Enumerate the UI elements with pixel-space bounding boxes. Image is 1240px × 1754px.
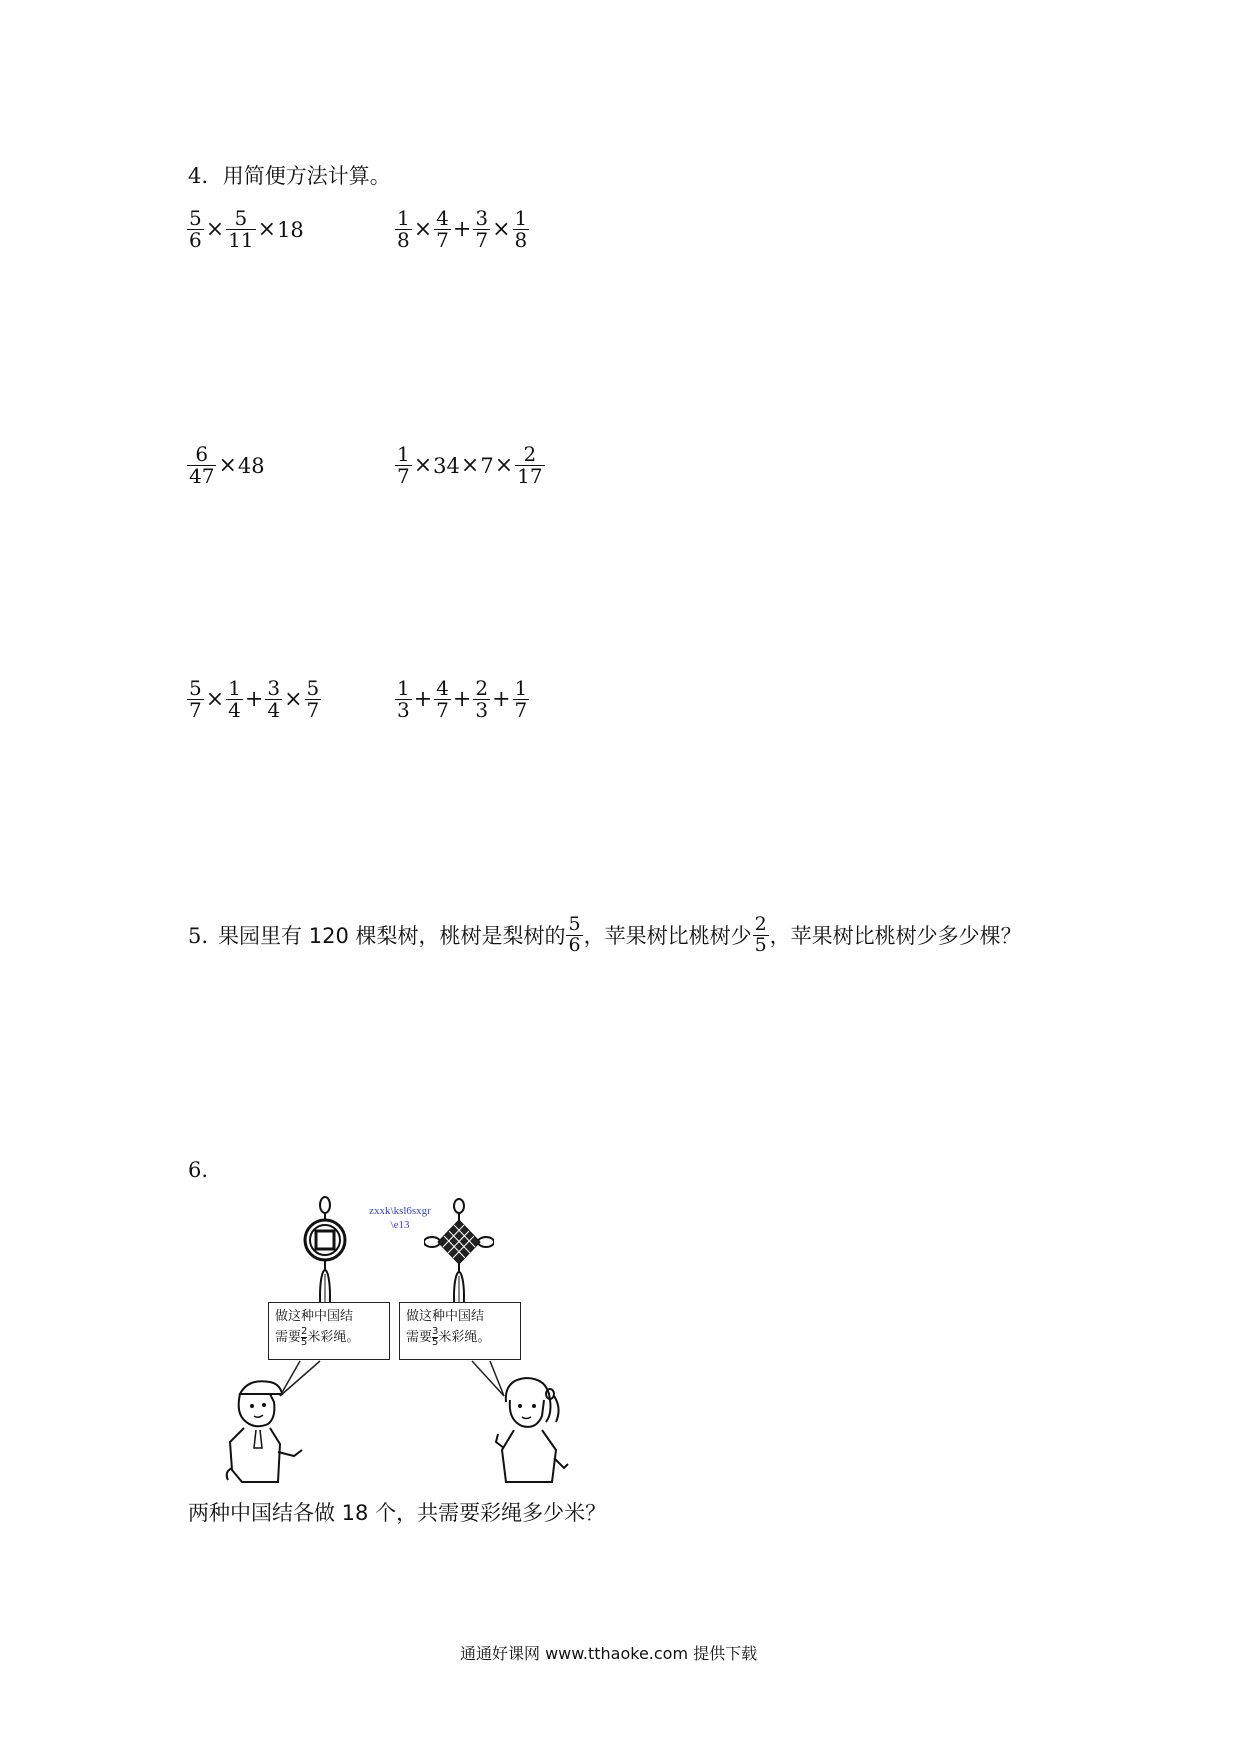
denominator: 7: [436, 228, 449, 252]
speech-bubble-right: 做这种中国结 需要 $\frac{3}{5}$ 米彩绳。: [399, 1302, 521, 1360]
numerator: 1: [228, 676, 241, 700]
fraction-5-6: $\frac{5}{6}$: [568, 913, 581, 956]
operator: +: [452, 217, 472, 242]
number: 7: [480, 453, 494, 478]
expression-2: [394, 208, 530, 251]
footer-source: 通通好课网 www.tthaoke.com 提供下载: [460, 1644, 758, 1663]
fraction: [434, 208, 451, 251]
denominator: 3: [397, 698, 410, 722]
operator: ×: [413, 217, 433, 242]
question-5: 5. 果园里有 120 棵梨树，桃树是梨树的 $\frac{5}{6}$ ，苹果树比桃树少 $\frac{2}{5}$ ，苹果树比桃树少多少棵？: [188, 913, 1022, 956]
denominator: 7: [475, 228, 489, 252]
question-6-text: 两种中国结各做 18 个，共需要彩绳多少米？: [188, 1501, 607, 1525]
fraction: [265, 678, 282, 721]
fraction: [226, 678, 243, 721]
denominator: 11: [228, 228, 254, 252]
fraction: [515, 444, 544, 487]
numerator: 1: [397, 206, 410, 230]
question-4-label: 4. 用简便方法计算。: [188, 164, 391, 188]
operator: ×: [284, 687, 303, 712]
operator: ×: [218, 453, 237, 478]
denominator: 8: [514, 228, 528, 252]
denominator: 3: [475, 698, 489, 722]
expression-1: [186, 208, 304, 251]
question-5-text-2: ，苹果树比桃树少: [583, 923, 752, 948]
numerator: 1: [514, 206, 528, 230]
operator: ×: [205, 217, 225, 242]
numerator: 6: [195, 442, 209, 466]
numerator: 3: [475, 206, 489, 230]
numerator: 4: [436, 676, 449, 700]
speech-bubble-left: 做这种中国结 需要 $\frac{2}{5}$ 米彩绳。: [268, 1302, 390, 1360]
denominator: 7: [189, 698, 202, 722]
fraction: [187, 444, 216, 487]
fraction: [226, 208, 255, 251]
fraction: [434, 678, 451, 721]
fraction: [395, 678, 412, 721]
fraction: [187, 678, 204, 721]
denominator: 8: [397, 228, 410, 252]
numerator: 2: [475, 676, 489, 700]
question-5-text-1: 果园里有 120 棵梨树，桃树是梨树的: [218, 923, 566, 948]
number: 34: [433, 453, 460, 478]
girl-illustration: [492, 1372, 572, 1490]
denominator: 6: [189, 228, 202, 252]
operator: ×: [460, 453, 480, 478]
numerator: 1: [397, 676, 410, 700]
denominator: 7: [514, 698, 528, 722]
numerator: 5: [306, 676, 320, 700]
operator: ×: [492, 217, 511, 242]
fraction: [305, 678, 322, 721]
bubble-fraction-2-5: $\frac{2}{5}$: [301, 1325, 308, 1348]
operator: ×: [257, 217, 277, 242]
fraction: [473, 678, 490, 721]
fraction-2-5: $\frac{2}{5}$: [754, 913, 767, 956]
denominator: 4: [228, 698, 241, 722]
watermark: zxxk\ksl6sxgr \e13: [369, 1205, 431, 1231]
question-5-text-3: ，苹果树比桃树少多少棵？: [769, 923, 1022, 948]
question-6-label: 6.: [188, 1158, 209, 1182]
operator: ×: [205, 687, 225, 712]
operator: +: [452, 687, 472, 712]
boy-illustration: [218, 1372, 308, 1490]
numerator: 4: [436, 206, 449, 230]
question-4-instruction: 用简便方法计算。: [222, 164, 391, 188]
fraction: [513, 678, 530, 721]
operator: ×: [413, 453, 433, 478]
operator: +: [492, 687, 511, 712]
fraction: [473, 208, 490, 251]
fraction: [395, 208, 412, 251]
operator: ×: [494, 453, 514, 478]
expression-4: [394, 444, 546, 487]
numerator: 5: [189, 206, 202, 230]
denominator: 17: [517, 464, 543, 488]
numerator: 2: [523, 442, 537, 466]
fraction: [395, 444, 412, 487]
expression-3: [186, 444, 265, 487]
denominator: 7: [306, 698, 320, 722]
expression-6: [394, 678, 530, 721]
numerator: 1: [397, 442, 410, 466]
numerator: 1: [514, 676, 528, 700]
fraction: [513, 208, 530, 251]
denominator: 7: [436, 698, 449, 722]
denominator: 7: [397, 464, 410, 488]
denominator: 4: [267, 698, 281, 722]
numerator: 3: [267, 676, 281, 700]
bubble-fraction-3-5: $\frac{3}{5}$: [432, 1325, 439, 1348]
operator: +: [413, 687, 433, 712]
operator: +: [244, 687, 264, 712]
fraction: [187, 208, 204, 251]
expression-5: [186, 678, 322, 721]
denominator: 47: [189, 464, 215, 488]
numerator: 5: [189, 676, 202, 700]
number: 18: [277, 217, 304, 242]
number: 48: [237, 453, 265, 478]
numerator: 5: [234, 206, 248, 230]
